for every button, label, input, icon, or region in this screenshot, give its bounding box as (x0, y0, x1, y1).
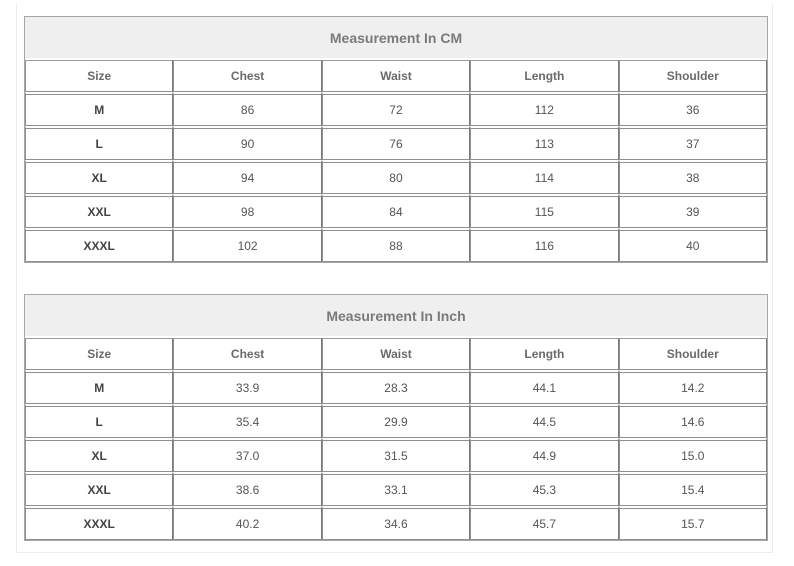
length-cell: 45.3 (470, 472, 618, 506)
table-title-row (25, 17, 767, 60)
size-cell: XXL (25, 472, 173, 506)
table-header-row (25, 60, 767, 92)
length-cell: 113 (470, 126, 618, 160)
length-cell: 116 (470, 228, 618, 262)
waist-cell: 33.1 (322, 472, 470, 506)
shoulder-cell: 15.7 (619, 506, 767, 540)
column-header-chest: Chest (173, 60, 321, 92)
chest-cell: 102 (173, 228, 321, 262)
size-cell: XL (25, 160, 173, 194)
shoulder-cell: 40 (619, 228, 767, 262)
size-chart-inch-table (24, 294, 768, 541)
waist-cell: 28.3 (322, 370, 470, 404)
size-chart-cm-table (24, 16, 768, 263)
chest-cell: 33.9 (173, 370, 321, 404)
chest-cell: 40.2 (173, 506, 321, 540)
column-header-length: Length (470, 60, 618, 92)
size-cell: XXXL (25, 506, 173, 540)
chest-cell: 98 (173, 194, 321, 228)
shoulder-cell: 39 (619, 194, 767, 228)
shoulder-cell: 37 (619, 126, 767, 160)
length-cell: 114 (470, 160, 618, 194)
length-cell: 45.7 (470, 506, 618, 540)
table-row (25, 404, 767, 438)
size-cell: XL (25, 438, 173, 472)
table-row (25, 506, 767, 540)
table-title-row (25, 295, 767, 338)
table-row (25, 194, 767, 228)
column-header-chest: Chest (173, 338, 321, 370)
table-row (25, 472, 767, 506)
column-header-waist: Waist (322, 60, 470, 92)
table-row (25, 228, 767, 262)
waist-cell: 88 (322, 228, 470, 262)
shoulder-cell: 15.4 (619, 472, 767, 506)
chest-cell: 37.0 (173, 438, 321, 472)
shoulder-cell: 15.0 (619, 438, 767, 472)
size-cell: M (25, 92, 173, 126)
table-row (25, 438, 767, 472)
table-row (25, 160, 767, 194)
size-cell: M (25, 370, 173, 404)
length-cell: 44.5 (470, 404, 618, 438)
chest-cell: 86 (173, 92, 321, 126)
shoulder-cell: 14.6 (619, 404, 767, 438)
column-header-size: Size (25, 338, 173, 370)
shoulder-cell: 36 (619, 92, 767, 126)
size-cell: L (25, 404, 173, 438)
shoulder-cell: 38 (619, 160, 767, 194)
table-title-cm: Measurement In CM (25, 17, 767, 60)
shoulder-cell: 14.2 (619, 370, 767, 404)
column-header-shoulder: Shoulder (619, 338, 767, 370)
size-cell: XXXL (25, 228, 173, 262)
chest-cell: 90 (173, 126, 321, 160)
column-header-length: Length (470, 338, 618, 370)
length-cell: 115 (470, 194, 618, 228)
column-header-shoulder: Shoulder (619, 60, 767, 92)
length-cell: 112 (470, 92, 618, 126)
column-header-size: Size (25, 60, 173, 92)
chest-cell: 38.6 (173, 472, 321, 506)
waist-cell: 80 (322, 160, 470, 194)
size-cell: XXL (25, 194, 173, 228)
waist-cell: 76 (322, 126, 470, 160)
table-title-inch: Measurement In Inch (25, 295, 767, 338)
length-cell: 44.9 (470, 438, 618, 472)
waist-cell: 84 (322, 194, 470, 228)
column-header-waist: Waist (322, 338, 470, 370)
table-row (25, 126, 767, 160)
table-header-row (25, 338, 767, 370)
table-row (25, 92, 767, 126)
waist-cell: 29.9 (322, 404, 470, 438)
waist-cell: 31.5 (322, 438, 470, 472)
chest-cell: 35.4 (173, 404, 321, 438)
waist-cell: 34.6 (322, 506, 470, 540)
length-cell: 44.1 (470, 370, 618, 404)
table-row (25, 370, 767, 404)
chest-cell: 94 (173, 160, 321, 194)
size-cell: L (25, 126, 173, 160)
waist-cell: 72 (322, 92, 470, 126)
